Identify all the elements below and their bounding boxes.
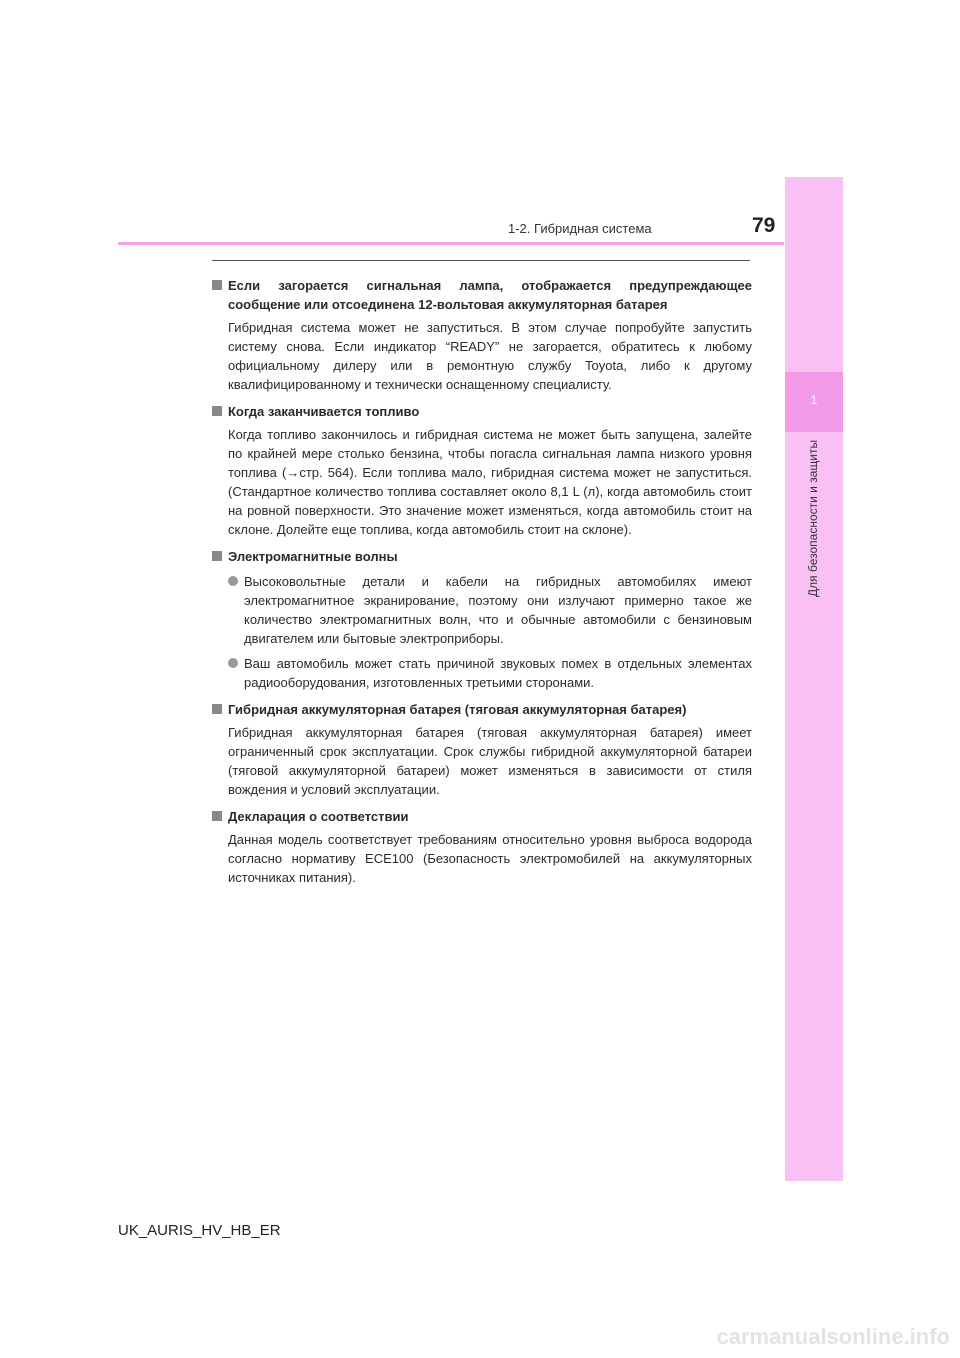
document-code: UK_AURIS_HV_HB_ER xyxy=(118,1222,281,1239)
content xyxy=(212,268,752,887)
square-bullet-icon xyxy=(212,704,222,714)
list-item: Ваш автомобиль может стать причиной звуковых помех в отдельных элементах радиооборудования, изготовленных третьими сторонами. xyxy=(228,654,752,692)
header-rule xyxy=(118,242,784,245)
section-text: Данная модель соответствует требованиям относительно уровня выброса водорода согласно нормативу ECE100 (Безопасность электромобилей на аккумуляторных источниках питания). xyxy=(228,832,752,885)
content-top-rule xyxy=(212,260,750,261)
section-heading: Декларация о соответствии xyxy=(212,807,752,826)
square-bullet-icon xyxy=(212,551,222,561)
section-heading: Если загорается сигнальная лампа, отображается предупреждающее сообщение или отсоединена 12-вольтовая аккумуляторная батарея xyxy=(212,276,752,314)
section-text: Когда топливо закончилось и гибридная система не может быть запущена, залейте по крайней мере столько бензина, чтобы погасла сигнальная лампа низкого уровня топлива (→стр. 564). Если топлива мало, гибридная система может не запуститься. (Стандартное количество топлива составляет около 8,1 L (л), когда автомобиль стоит на ровной поверхности. Это значение может изменяться, когда автомобиль стоит на склоне. Долейте еще топлива, когда автомобиль стоит на склоне). xyxy=(228,427,752,537)
list-item: Высоковольтные детали и кабели на гибридных автомобилях имеют электромагнитное экранирование, поэтому они излучают примерно такое же количество электромагнитных волн, что и обычные автомобили с бензиновым двигателем или бытовые электроприборы. xyxy=(228,572,752,648)
watermark: carmanualsonline.info xyxy=(716,1324,950,1349)
circle-bullet-icon xyxy=(228,658,238,668)
circle-bullet-icon xyxy=(228,576,238,586)
square-bullet-icon xyxy=(212,406,222,416)
section-heading: Когда заканчивается топливо xyxy=(212,402,752,421)
square-bullet-icon xyxy=(212,811,222,821)
chapter-tab[interactable]: 1 xyxy=(785,372,843,432)
section-text: Гибридная система может не запуститься. В этом случае попробуйте запустить систему снова. Если индикатор “READY” не загорается, обратитесь к любому официальному дилеру или в ремонтную службу Toyota, либо к другому квалифицированному и технически оснащенному специалисту. xyxy=(228,320,752,392)
square-bullet-icon xyxy=(212,280,222,290)
section-label: 1-2. Гибридная система xyxy=(508,221,652,236)
chapter-title: Для безопасности и защиты xyxy=(806,440,820,598)
section-text: Гибридная аккумуляторная батарея (тяговая аккумуляторная батарея) имеет ограниченный срок эксплуатации. Срок службы гибридной аккумуляторной батареи (тяговой аккумуляторной батареи) может изменяться в зависимости от стиля вождения и условий эксплуатации. xyxy=(228,725,752,797)
section-heading: Гибридная аккумуляторная батарея (тяговая аккумуляторная батарея) xyxy=(212,700,752,719)
page-number: 79 xyxy=(752,214,776,237)
section-heading: Электромагнитные волны xyxy=(212,547,752,566)
